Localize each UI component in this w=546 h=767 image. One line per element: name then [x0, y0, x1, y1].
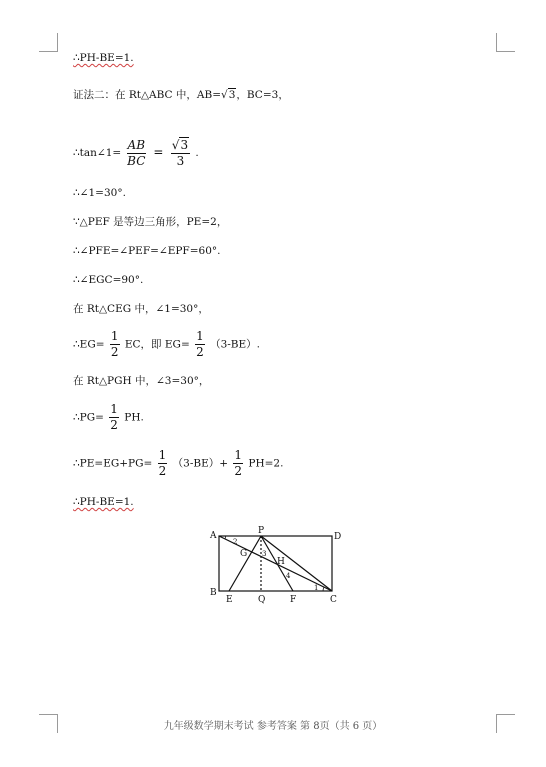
denominator: 2	[158, 464, 167, 478]
page-footer: 九年级数学期末考试 参考答案 第 8页（共 6 页）	[163, 721, 383, 732]
label-c: C	[330, 595, 337, 605]
sqrt-3: √3	[221, 89, 236, 101]
geometry-figure	[207, 526, 357, 616]
denominator: 2	[234, 464, 243, 478]
line-method-two	[73, 88, 289, 102]
label-e: E	[226, 595, 233, 605]
label-b: B	[210, 588, 217, 598]
text: PH=2.	[248, 457, 284, 470]
line-conclusion-2: ∴PH-BE=1.	[73, 496, 134, 508]
line-conclusion-1: ∴PH-BE=1.	[73, 52, 134, 64]
text: .	[195, 147, 199, 159]
text: ，BC=3，	[236, 89, 289, 101]
numerator: 1	[110, 329, 119, 343]
crop-mark-top-right	[496, 33, 515, 52]
text: ∴PE=EG+PG=	[73, 457, 153, 470]
label-angle-3: 3	[262, 550, 267, 558]
text: ∴tan∠1=	[73, 147, 122, 159]
text: EC，即 EG=	[124, 338, 190, 351]
fraction-half	[110, 329, 120, 360]
radicand: 3	[228, 89, 236, 101]
line-rt-ceg: 在 Rt△CEG 中，∠1=30°，	[73, 303, 209, 315]
label-angle-2: 2	[233, 538, 238, 546]
line-angle1: ∴∠1=30°.	[73, 187, 126, 199]
text: PH.	[124, 411, 144, 424]
equals: =	[153, 145, 164, 159]
fraction-half	[109, 402, 119, 433]
fraction-half	[158, 448, 168, 479]
text: （3-BE）+	[172, 457, 229, 470]
crop-mark-top-left	[39, 33, 58, 52]
line-pe	[73, 448, 283, 479]
fraction-ab-bc	[127, 138, 146, 169]
text: ∴EG=	[73, 338, 105, 351]
segment-pc	[261, 536, 332, 591]
text: 证法二：在 Rt△ABC 中，AB=	[73, 89, 221, 101]
numerator: 1	[234, 448, 243, 462]
fraction-half	[233, 448, 243, 479]
fraction-half	[195, 329, 205, 360]
line-angles-60: ∴∠PFE=∠PEF=∠EPF=60°.	[73, 245, 221, 257]
line-angle-egc: ∴∠EGC=90°.	[73, 274, 144, 286]
label-d: D	[334, 532, 342, 542]
sqrt-3: √3	[171, 137, 189, 152]
line-pg	[73, 402, 144, 433]
numerator: 1	[158, 448, 167, 462]
line-tan	[73, 137, 199, 169]
denominator: 2	[110, 418, 118, 432]
line-rt-pgh: 在 Rt△PGH 中，∠3=30°，	[73, 375, 210, 387]
line-eg	[73, 329, 260, 360]
numerator: 1	[110, 402, 118, 416]
numerator	[171, 138, 190, 154]
label-p: P	[258, 526, 265, 536]
denominator: BC	[127, 153, 146, 168]
numerator: AB	[127, 137, 146, 152]
label-angle-4: 4	[286, 572, 291, 580]
label-a: A	[210, 531, 217, 541]
radicand: 3	[180, 137, 189, 152]
label-g: G	[240, 549, 248, 559]
denominator: 2	[196, 345, 204, 359]
denominator: 2	[110, 345, 119, 359]
text: （3-BE）.	[210, 338, 261, 351]
denominator: 3	[176, 153, 185, 168]
numerator: 1	[196, 329, 204, 343]
label-q: Q	[258, 595, 266, 605]
text: ∴PG=	[73, 411, 104, 424]
label-angle-1: 1	[314, 584, 319, 592]
label-f: F	[290, 595, 297, 605]
line-equilateral: ∵△PEF 是等边三角形，PE=2，	[73, 216, 228, 228]
fraction-sqrt3-3	[171, 138, 190, 169]
label-h: H	[277, 557, 285, 567]
